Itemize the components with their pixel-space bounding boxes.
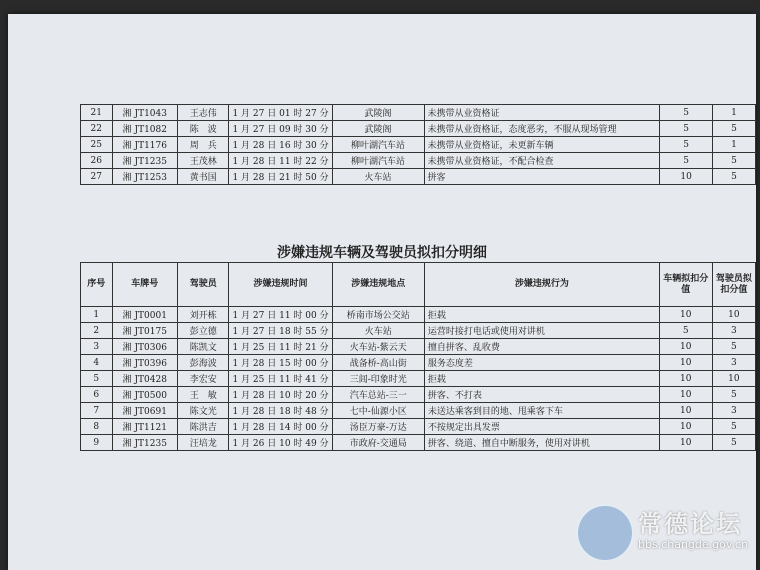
cell-time: 1 月 28 日 16 时 30 分 [229, 137, 332, 153]
table-row [81, 435, 756, 451]
cell-no: 22 [81, 121, 113, 137]
cell-plate: 湘 JT0500 [112, 387, 178, 403]
cell-driver: 陈凯文 [178, 339, 229, 355]
cell-behavior: 服务态度差 [424, 355, 659, 371]
cell-time: 1 月 28 日 10 时 20 分 [229, 387, 332, 403]
cell-no: 8 [81, 419, 113, 435]
violations-table-continued [80, 104, 756, 185]
cell-place: 汽车总站-三一 [332, 387, 424, 403]
table-row [81, 419, 756, 435]
cell-place: 火车站 [332, 169, 424, 185]
table-row [81, 169, 756, 185]
cell-drv: 3 [712, 403, 755, 419]
cell-behavior: 擅自拼客、乱收费 [424, 339, 659, 355]
cell-behavior: 拼客 [424, 169, 660, 185]
cell-time: 1 月 27 日 18 时 55 分 [229, 323, 332, 339]
cell-plate: 湘 JT1176 [112, 137, 178, 153]
cell-no: 6 [81, 387, 113, 403]
cell-place: 武陵阁 [332, 105, 424, 121]
cell-drv: 5 [712, 419, 755, 435]
header-time: 涉嫌违规时间 [229, 263, 332, 307]
document-page [8, 14, 756, 570]
cell-behavior: 运营时接打电话或使用对讲机 [424, 323, 659, 339]
cell-drv: 1 [712, 105, 755, 121]
table-row [81, 355, 756, 371]
cell-drv: 5 [712, 169, 755, 185]
table-title: 涉嫌违规车辆及驾驶员拟扣分明细 [277, 245, 487, 261]
cell-veh: 10 [659, 355, 712, 371]
cell-time: 1 月 28 日 15 时 00 分 [229, 355, 332, 371]
cell-place: 三闾-印象时光 [332, 371, 424, 387]
cell-behavior: 不按规定出具发票 [424, 419, 659, 435]
header-driver-points: 驾驶员拟扣分值 [712, 263, 755, 307]
table-row [81, 371, 756, 387]
cell-veh: 5 [659, 323, 712, 339]
cell-place: 市政府-交通局 [332, 435, 424, 451]
cell-time: 1 月 26 日 10 时 49 分 [229, 435, 332, 451]
cell-behavior: 未携带从业资格证，未更新车辆 [424, 137, 660, 153]
cell-place: 柳叶湖汽车站 [332, 153, 424, 169]
header-behavior: 涉嫌违规行为 [424, 263, 659, 307]
cell-drv: 5 [712, 435, 755, 451]
cell-driver: 陈洪吉 [178, 419, 229, 435]
table-row [81, 339, 756, 355]
table-header-row [81, 263, 756, 307]
cell-no: 25 [81, 137, 113, 153]
cell-behavior: 拼客、绕道、擅自中断服务，使用对讲机 [424, 435, 659, 451]
cell-place: 战备桥-高山街 [332, 355, 424, 371]
cell-veh: 5 [660, 105, 713, 121]
cell-driver: 王茂林 [178, 153, 229, 169]
cell-no: 27 [81, 169, 113, 185]
cell-drv: 3 [712, 355, 755, 371]
cell-drv: 10 [712, 307, 755, 323]
cell-plate: 湘 JT0428 [112, 371, 178, 387]
table-row [81, 403, 756, 419]
forum-url: bbs.changde.gov.cn [638, 538, 749, 551]
cell-veh: 10 [659, 387, 712, 403]
cell-veh: 10 [659, 307, 712, 323]
cell-place: 汤臣万豪-万达 [332, 419, 424, 435]
cell-no: 26 [81, 153, 113, 169]
cell-veh: 5 [660, 137, 713, 153]
cell-plate: 湘 JT0396 [112, 355, 178, 371]
cell-driver: 周 兵 [178, 137, 229, 153]
cell-driver: 陈文光 [178, 403, 229, 419]
forum-logo-icon [576, 504, 634, 562]
cell-drv: 5 [712, 339, 755, 355]
cell-driver: 黄书国 [178, 169, 229, 185]
cell-plate: 湘 JT0175 [112, 323, 178, 339]
cell-no: 1 [81, 307, 113, 323]
header-place: 涉嫌违规地点 [332, 263, 424, 307]
forum-name: 常德论坛 [638, 510, 742, 538]
cell-plate: 湘 JT1235 [112, 435, 178, 451]
table-row [81, 323, 756, 339]
table-row [81, 387, 756, 403]
cell-drv: 1 [712, 137, 755, 153]
cell-time: 1 月 28 日 14 时 00 分 [229, 419, 332, 435]
cell-behavior: 拒载 [424, 371, 659, 387]
header-vehicle-points: 车辆拟扣分值 [659, 263, 712, 307]
cell-place: 七中-仙源小区 [332, 403, 424, 419]
cell-place: 柳叶湖汽车站 [332, 137, 424, 153]
cell-plate: 湘 JT0691 [112, 403, 178, 419]
cell-time: 1 月 27 日 09 时 30 分 [229, 121, 332, 137]
cell-plate: 湘 JT0001 [112, 307, 178, 323]
cell-veh: 10 [659, 403, 712, 419]
violations-table [80, 262, 756, 451]
cell-no: 5 [81, 371, 113, 387]
forum-watermark [576, 502, 749, 562]
cell-behavior: 未携带从业资格证，态度恶劣，不服从现场管理 [424, 121, 660, 137]
cell-time: 1 月 27 日 11 时 00 分 [229, 307, 332, 323]
cell-driver: 彭立德 [178, 323, 229, 339]
cell-drv: 5 [712, 121, 755, 137]
cell-behavior: 拒载 [424, 307, 659, 323]
cell-time: 1 月 27 日 01 时 27 分 [229, 105, 332, 121]
cell-behavior: 未携带从业资格证，不配合检查 [424, 153, 660, 169]
table-row [81, 137, 756, 153]
cell-driver: 王志伟 [178, 105, 229, 121]
cell-place: 火车站-紫云天 [332, 339, 424, 355]
cell-veh: 10 [659, 339, 712, 355]
header-no: 序号 [81, 263, 113, 307]
cell-time: 1 月 28 日 21 时 50 分 [229, 169, 332, 185]
cell-veh: 10 [659, 435, 712, 451]
cell-plate: 湘 JT1235 [112, 153, 178, 169]
cell-plate: 湘 JT1121 [112, 419, 178, 435]
cell-veh: 10 [659, 419, 712, 435]
cell-plate: 湘 JT0306 [112, 339, 178, 355]
cell-place: 火车站 [332, 323, 424, 339]
header-driver: 驾驶员 [178, 263, 229, 307]
cell-driver: 彭海波 [178, 355, 229, 371]
cell-no: 7 [81, 403, 113, 419]
cell-place: 武陵阁 [332, 121, 424, 137]
cell-plate: 湘 JT1253 [112, 169, 178, 185]
cell-time: 1 月 28 日 18 时 48 分 [229, 403, 332, 419]
cell-behavior: 未送达乘客到目的地、甩乘客下车 [424, 403, 659, 419]
cell-behavior: 未携带从业资格证 [424, 105, 660, 121]
table-row [81, 121, 756, 137]
cell-no: 4 [81, 355, 113, 371]
cell-no: 2 [81, 323, 113, 339]
cell-veh: 10 [660, 169, 713, 185]
table-row [81, 105, 756, 121]
cell-driver: 陈 波 [178, 121, 229, 137]
cell-veh: 5 [660, 153, 713, 169]
cell-no: 9 [81, 435, 113, 451]
cell-plate: 湘 JT1043 [112, 105, 178, 121]
cell-time: 1 月 25 日 11 时 21 分 [229, 339, 332, 355]
cell-behavior: 拼客、不打表 [424, 387, 659, 403]
cell-plate: 湘 JT1082 [112, 121, 178, 137]
table-row [81, 307, 756, 323]
cell-driver: 王 敏 [178, 387, 229, 403]
cell-no: 3 [81, 339, 113, 355]
header-plate: 车牌号 [112, 263, 178, 307]
cell-place: 桥南市场公交站 [332, 307, 424, 323]
cell-driver: 李宏安 [178, 371, 229, 387]
cell-drv: 5 [712, 387, 755, 403]
cell-time: 1 月 28 日 11 时 22 分 [229, 153, 332, 169]
cell-no: 21 [81, 105, 113, 121]
cell-time: 1 月 25 日 11 时 41 分 [229, 371, 332, 387]
cell-driver: 刘开栋 [178, 307, 229, 323]
cell-veh: 10 [659, 371, 712, 387]
table-row [81, 153, 756, 169]
cell-drv: 3 [712, 323, 755, 339]
cell-driver: 汪培龙 [178, 435, 229, 451]
cell-drv: 5 [712, 153, 755, 169]
cell-drv: 10 [712, 371, 755, 387]
cell-veh: 5 [660, 121, 713, 137]
